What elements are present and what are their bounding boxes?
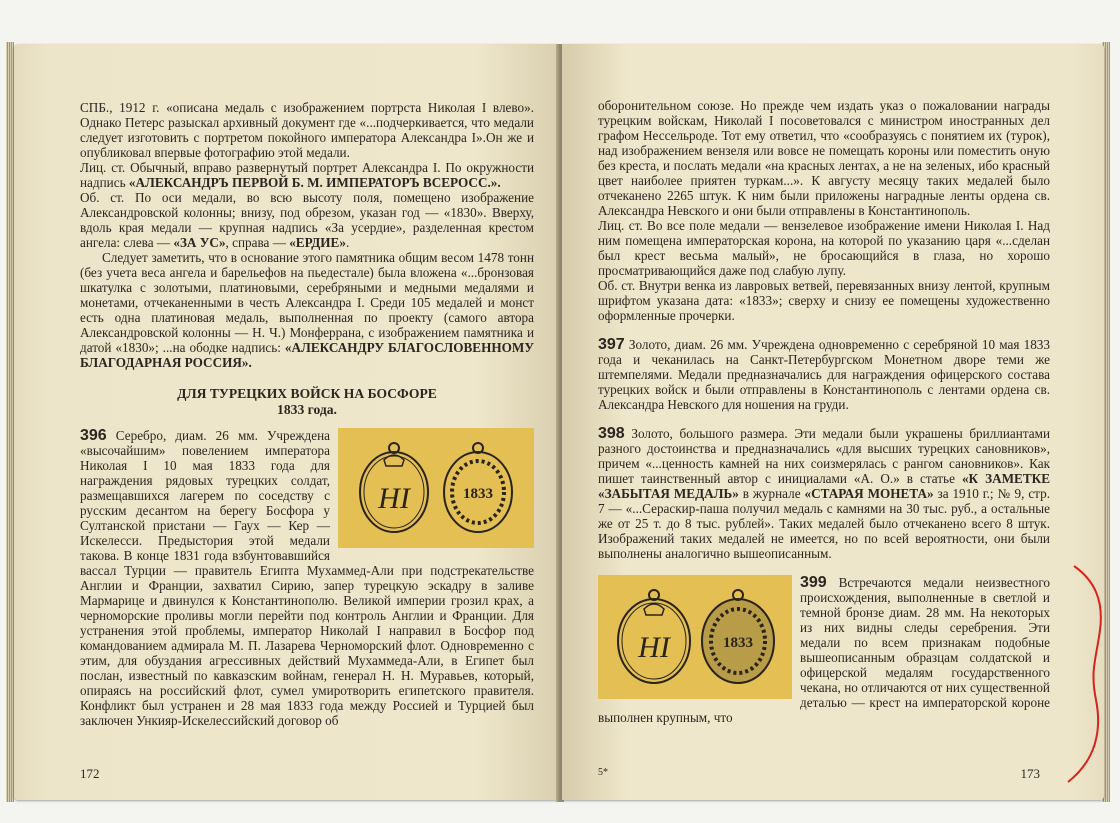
entry-398-title-2: «СТАРАЯ МОНЕТА» (804, 486, 934, 501)
reverse-label: Об. ст. (80, 190, 125, 205)
entry-number-397: 397 (598, 336, 625, 353)
obverse-inscription: «АЛЕКСАНДРЪ ПЕРВОЙ Б. М. ИМПЕРАТОРЪ ВСЕРОСС.». (128, 175, 501, 190)
intro-paragraph: СПБ., 1912 г. «описана медаль с изображением портрста Николая I влево». Однако Петерс разыскал архивный документ где «...подчеркивается, что медали следует изготовить с портретом покойного императора Александра I».Он же и опубликовал впервые фотографию этой медали. (80, 100, 534, 160)
entry-number-398: 398 (598, 425, 625, 442)
entry-397 (598, 337, 1050, 412)
entry-number-396: 396 (80, 427, 107, 444)
entry-text-399: Встречаются медали неизвестного происхождения, выполненные в светлой и темной бронзе диам. 28 мм. На некоторых из них видны следы серебрения. Эти медали по всем признакам подобные вышеописанным образцам солдатской и офицерской медалям государственного чекана, но отличаются от них существенной деталью — крест на императорской короне выполнен крупным, что (598, 575, 1050, 725)
reverse-text: По оси медали, во всю высоту поля, помещено изображение Александровской колонны; внизу, под обрезом, указан год — «1830». Вверху, вдоль края медали — крупная надпись «За усердие», разделенная крестом ангела: слева — (80, 190, 535, 250)
medal-monogram-399: НI (638, 631, 670, 664)
reverse-description-right (598, 278, 1050, 323)
entry-text-398-c: за 1910 г.; № 9, стр. 7 — «...Сераскир-паша получил медаль с камнями на 30 тыс. руб., а остальные же от 25 т. до 8 тыс. рублей». Таких медалей было отчеканено всего 8 штук. Изображений таких медалей не имеется, но по всей вероятности, они были выполнены аналогично вышеописанным. (598, 486, 1050, 561)
reverse-end: . (345, 235, 350, 250)
page-number-left: 172 (80, 766, 100, 781)
note-inscription: «АЛЕКСАНДРУ БЛАГОСЛОВЕННОМУ БЛАГОДАРНАЯ РОССИЯ». (80, 340, 534, 370)
section-heading (80, 386, 534, 418)
open-book (6, 36, 1110, 816)
section-title: ДЛЯ ТУРЕЦКИХ ВОЙСК НА БОСФОРЕ (177, 386, 437, 401)
obverse-label: Лиц. ст. (80, 160, 126, 175)
entry-text-398-a: Золото, большого размера. Эти медали были украшены бриллиантами разного достоинства и предназначались «для высших турецких сановников», причем «...ценность камней на них соизмерялась с рангом сановников». Как пишет таинственный автор с инициалами «А. О.» в статье (598, 426, 1050, 486)
reverse-inscription-2: «ЕРДИЕ» (289, 235, 346, 250)
medal-photo-396 (338, 428, 534, 548)
entry-text-398-b: в журнале (742, 486, 801, 501)
medal-pair-illustration (338, 428, 534, 548)
medal-year-399: 1833 (723, 635, 753, 651)
left-page-text (80, 100, 534, 728)
entry-398 (598, 426, 1050, 561)
signature-mark: 5* (598, 767, 608, 778)
medal-photo-399 (598, 575, 792, 699)
obverse-text: Обычный, вправо развернутый портрет Александра I. По окружности надпись (80, 160, 535, 190)
reverse-description (80, 190, 534, 250)
note-text: Следует заметить, что в основание этого памятника общим весом 1478 тонн (без учета веса ангела и барельефов на пьедестале) была вложена «...бронзовая шкатулка с золотыми, платиновыми, серебряными и медными медалями и монетами, отчеканенными в честь Александра I. Среди 105 медалей и монст есть одна платиновая медаль, выполненная по проекту (самого автора Александровской колонны — Н. Ч.) Монферрана, с изображением памятника и датой «1830»; ...на ободке надпись: (80, 250, 534, 355)
reverse-label-right: Об. ст. (598, 278, 636, 293)
reverse-inscription-1: «ЗА УС» (173, 235, 226, 250)
page-number-right: 173 (1020, 766, 1040, 781)
obverse-description-right (598, 218, 1050, 278)
note-paragraph (80, 250, 534, 370)
entry-text-396: Серебро, диам. 26 мм. Учреждена «высочайшим» повелением императора Николая I 10 мая 1833 года для награждения рядовых турецких солдат, размещавшихся лагерем по соседству с русским десантом на берегу Босфора у Султанской пристани — Гаух — Кер — Искелесси. Предыстория этой медали такова. В конце 1831 года взбунтовавшийся вассал Турции — правитель Египта Мухаммед-Али при подстрекательстве Англии и Франции, захватил Сирию, запер турецкую эскадру в заливе Мармарице и двинулся к Константинополю. Великой империи грозил крах, а черноморские проливы могли перейти под контроль Англии и Франции. Для устранения этой проблемы, император Николай I направил в Босфор под командованием адмирала М. П. Лазарева Черноморский флот. Одновременно с этим, для обуздания агрессивных действий Мухаммеда-Али, в Египет был послан, известный по кавказским войнам, генерал Н. Н. Муравьев, который, опираясь на российский флот, сумел умиротворить египетского правителя. Конфликт был устранен и 28 мая 1833 года между Россией и Турцией был заключен Ункияр-Искелессийский договор об (80, 428, 534, 728)
entry-number-399: 399 (800, 574, 827, 591)
section-year: 1833 года. (277, 402, 337, 417)
page-stack-left (6, 42, 14, 802)
medal-monogram: НI (378, 482, 410, 515)
medal-year: 1833 (463, 486, 493, 502)
reverse-mid: , справа — (225, 235, 286, 250)
obverse-label-right: Лиц. ст. (598, 218, 643, 233)
left-page (14, 44, 558, 800)
red-pen-annotation (1060, 560, 1120, 790)
reverse-text-right: Внутри венка из лавровых ветвей, перевязанных внизу лентой, крупным шрифтом указана дата: «1833»; сверху и снизу ее помещены художественно оформленные прочерки. (598, 278, 1051, 323)
right-page (562, 44, 1104, 800)
obverse-text-right: Во все поле медали — вензелевое изображение имени Николая I. Над ним помещена императорская корона, на которой по указанию царя «...сделан был крест весьма малый», не бросающийся в глаза, но хорошо просматривающийся даже под слабую лупу. (598, 218, 1050, 278)
continuation-paragraph: оборонительном союзе. Но прежде чем издать указ о пожаловании награды турецким войскам, Николай I посоветовался с министром иностранных дел графом Нессельроде. Тот ему ответил, что «сообразуясь с понятием их (турок), над изображением вензеля или вовсе не помещать короны или поместить оную без креста, и послать медали «на красных лентах, а не на зеленых, ибо красный цвет наиболее приятен туркам...». К августу месяцу таких медалей было отчеканено 2265 штук. К ним были приложены наградные ленты ордена св. Александра Невского и они были отправлены в Константинополь. (598, 98, 1050, 218)
right-page-text (598, 98, 1050, 725)
medal-pair-illustration-399 (598, 575, 792, 699)
entry-text-397: Золото, диам. 26 мм. Учреждена одновременно с серебряной 10 мая 1833 года и чеканилась на Санкт-Петербургском Монетном дворе теми же штемпелями. Медали предназначались для награждения офицерского состава турецких войск и были отправлены в Константинополь с лентами ордена св. Александра Невского для ношения на груди. (598, 337, 1050, 412)
entry-398-title-1: «К ЗАМЕТКЕ «ЗАБЫТАЯ МЕДАЛЬ» (598, 471, 1050, 501)
obverse-description (80, 160, 534, 190)
